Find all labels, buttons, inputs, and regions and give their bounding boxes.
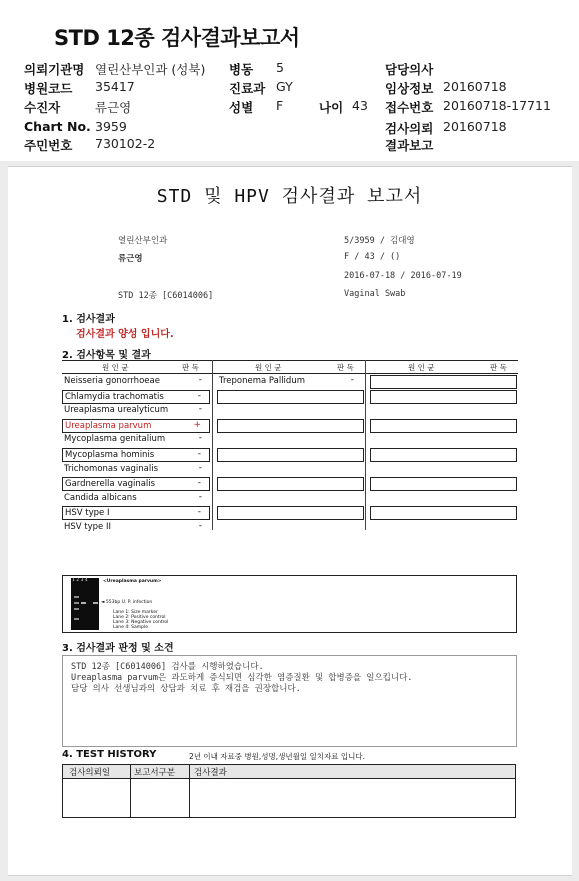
empty-result-box [217, 390, 364, 404]
result-row [62, 521, 210, 535]
dept-label: 진료과 [229, 81, 266, 96]
result-row [62, 463, 210, 477]
result-judgement: - [197, 478, 201, 489]
result-judgement: - [198, 462, 202, 473]
empty-result-box [217, 477, 364, 491]
clinical-value: 20160718 [443, 79, 507, 94]
section4-title: 4. TEST HISTORY [62, 749, 157, 760]
doctor-label: 담당의사 [385, 62, 434, 77]
history-divider [189, 765, 190, 817]
patient-value: 류근영 [95, 100, 132, 115]
col-header-1 [62, 360, 212, 374]
section3-title: 3. 검사결과 판정 및 소견 [62, 643, 174, 654]
result-row [217, 375, 362, 389]
info-sex-age: F / 43 / () [344, 252, 401, 262]
history-col-result: 검사결과 [194, 768, 227, 778]
pathogen-name: Treponema Pallidum [219, 376, 305, 386]
empty-result-box [370, 419, 517, 433]
dept-value: GY [276, 79, 293, 94]
gel-legend-3: Lane 3: Negative control [113, 620, 169, 625]
gel-title: <Ureaplasma parvum> [103, 579, 162, 584]
clinical-label: 임상정보 [385, 81, 434, 96]
info-dates: 2016-07-18 / 2016-07-19 [344, 271, 462, 281]
result-judgement: - [198, 491, 202, 502]
result-judgement: - [197, 507, 201, 518]
result-summary: 검사결과 양성 입니다. [76, 329, 174, 340]
pathogen-name: Ureaplasma urealyticum [64, 405, 169, 416]
receipt-label: 접수번호 [385, 100, 434, 115]
result-row [62, 390, 210, 404]
gel-band [81, 602, 86, 604]
result-row [62, 448, 210, 462]
history-col-request-date: 검사의뢰일 [69, 768, 111, 778]
col-judge-header: 판 독 [337, 363, 354, 372]
col-judge-header: 판 독 [182, 363, 199, 372]
interpretation-line-3: 담당 의사 선생님과의 상담과 치료 후 재검을 권장합니다. [71, 684, 301, 694]
pathogen-name: Mycoplasma hominis [65, 450, 155, 460]
empty-result-box [370, 390, 517, 404]
hospcode-value: 35417 [95, 79, 135, 94]
org-label: 의뢰기관명 [24, 62, 85, 77]
ssn-label: 주민번호 [24, 138, 73, 153]
ward-label: 병동 [229, 62, 254, 77]
result-row [62, 477, 210, 491]
chart-label: Chart No. [24, 119, 91, 134]
result-judgement: - [198, 375, 202, 385]
pathogen-name: Candida albicans [64, 492, 137, 503]
col-pathogen-header: 원 인 균 [102, 363, 129, 372]
pathogen-name: Neisseria gonorrhoeae [64, 376, 160, 386]
pathogen-name: Gardnerella vaginalis [65, 479, 156, 490]
col-header-2 [213, 360, 365, 374]
ward-value: 5 [276, 60, 284, 75]
sex-value: F [276, 98, 284, 113]
col-judge-header: 판 독 [490, 363, 507, 372]
result-row [62, 375, 210, 389]
age-value: 43 [352, 98, 368, 113]
patient-label: 수진자 [24, 100, 61, 115]
result-judgement: - [198, 521, 202, 531]
gel-electrophoresis-image [62, 575, 517, 633]
page-title: STD 12종 검사결과보고서 [54, 26, 300, 50]
col-pathogen-header: 원 인 균 [255, 363, 282, 372]
section2-title: 2. 검사항목 및 결과 [62, 350, 151, 361]
result-row [62, 433, 210, 447]
empty-result-box [217, 448, 364, 462]
report-title: STD 및 HPV 검사결과 보고서 [156, 186, 423, 207]
chart-value: 3959 [95, 119, 127, 134]
request-label: 검사의뢰 [385, 121, 434, 136]
history-divider [130, 765, 131, 817]
request-value: 20160718 [443, 119, 507, 134]
result-judgement: - [197, 390, 201, 401]
empty-result-box [370, 506, 517, 520]
org-value: 열린산부인과 (성북) [95, 62, 206, 77]
gel-lanes [71, 578, 99, 630]
interpretation-line-2: Ureaplasma parvum은 과도하게 증식되면 심각한 염증질환 및 합병증을 일으킵니다. [71, 673, 413, 683]
gel-band [74, 608, 79, 610]
receipt-value: 20160718-17711 [443, 98, 551, 113]
pathogen-name: Mycoplasma genitalium [64, 434, 166, 445]
result-judgement: - [198, 404, 202, 415]
result-row [62, 506, 210, 520]
empty-result-box [217, 506, 364, 520]
interpretation-box [62, 655, 517, 747]
gel-band [74, 596, 79, 598]
ssn-value: 730102-2 [95, 136, 156, 151]
pathogen-name: HSV type I [65, 508, 110, 519]
col-pathogen-header: 원 인 균 [408, 363, 435, 372]
gel-marker: ◄ 553bp U. P. infection [101, 600, 153, 605]
sex-label: 성별 [229, 100, 254, 115]
empty-result-box [370, 375, 517, 389]
pathogen-name: HSV type II [64, 522, 112, 532]
result-judgement: - [198, 433, 202, 444]
column-divider [212, 360, 213, 530]
info-id-doctor: 5/3959 / 김대영 [344, 236, 415, 246]
gel-legend-1: Lane 1: Size marker [113, 610, 158, 615]
result-judgement: - [197, 449, 201, 459]
result-row [62, 419, 210, 433]
report-label: 결과보고 [385, 138, 434, 153]
empty-result-box [370, 448, 517, 462]
gel-band [74, 602, 79, 604]
section1-title: 1. 검사결과 [62, 314, 115, 325]
info-specimen: Vaginal Swab [344, 289, 406, 299]
history-note: 2년 이내 자료중 병원,성명,생년월일 일치자료 입니다. [189, 752, 365, 761]
result-judgement: + [193, 419, 201, 430]
hospcode-label: 병원코드 [24, 81, 73, 96]
empty-result-box [370, 477, 517, 491]
pathogen-name: Ureaplasma parvum [65, 420, 152, 431]
pathogen-name: Chlamydia trachomatis [65, 391, 164, 402]
col-header-3 [366, 360, 518, 374]
pathogen-name: Trichomonas vaginalis [64, 463, 159, 474]
empty-result-box [217, 419, 364, 433]
info-clinic: 열린산부인과 [118, 236, 168, 246]
gel-legend-2: Lane 2: Positive control [113, 615, 166, 620]
gel-lane-numbers: 1 2 3 4 [72, 578, 88, 583]
history-table [62, 764, 516, 818]
info-test-code: STD 12종 [C6014006] [118, 291, 214, 301]
history-col-report-type: 보고서구분 [134, 768, 176, 778]
result-row [62, 404, 210, 418]
info-patient: 류근영 [118, 254, 143, 264]
column-divider [365, 360, 366, 530]
gel-band [74, 618, 79, 620]
result-judgement: - [350, 375, 354, 385]
age-label: 나이 [319, 100, 344, 115]
gel-band [93, 602, 98, 604]
gel-legend-4: Lane 4: Sample [113, 625, 148, 630]
result-row [62, 492, 210, 506]
interpretation-line-1: STD 12종 [C6014006] 검사를 시행하였습니다. [71, 662, 264, 672]
